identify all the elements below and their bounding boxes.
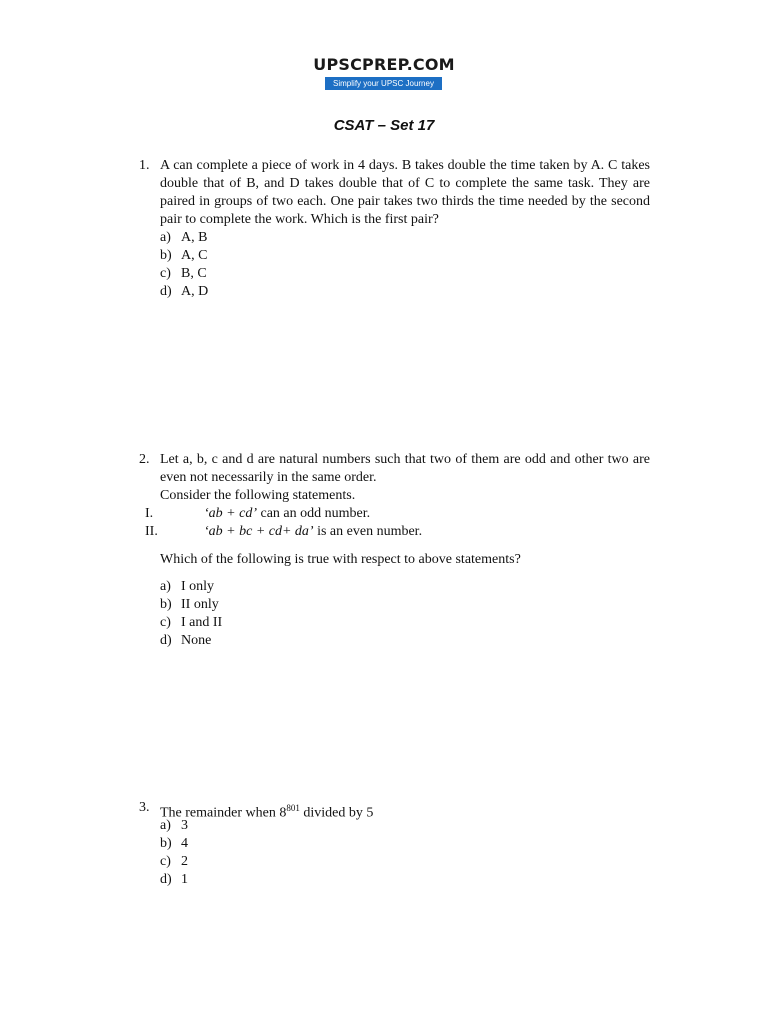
option-label: b): [160, 597, 172, 612]
statement: [145, 523, 422, 541]
option-text: A, D: [181, 284, 209, 299]
statement-text: is an even number.: [313, 524, 423, 539]
statement-expression: ‘ab + cd’: [204, 506, 257, 521]
question-number: 1.: [139, 158, 150, 173]
option: [160, 247, 207, 265]
option-label: d): [160, 872, 172, 887]
option-text: B, C: [181, 266, 207, 281]
option: [160, 229, 207, 247]
option-text: 3: [181, 818, 188, 833]
option: [160, 283, 208, 301]
option-label: a): [160, 818, 171, 833]
option: [160, 853, 188, 871]
option-text: 2: [181, 854, 188, 869]
option-text: None: [181, 633, 212, 648]
tagline-banner: Simplify your UPSC Journey: [325, 77, 442, 90]
option: [160, 578, 214, 596]
option-text: 1: [181, 872, 188, 887]
question-number: 2.: [139, 452, 150, 467]
option-text: 4: [181, 836, 188, 851]
option-label: c): [160, 854, 171, 869]
option-text: A, B: [181, 230, 208, 245]
option-text: II only: [181, 597, 219, 612]
option-label: a): [160, 579, 171, 594]
statement-expression: ‘ab + bc + cd+ da’: [204, 524, 314, 539]
exponent: 801: [286, 803, 300, 813]
option: [160, 835, 188, 853]
option-label: b): [160, 836, 172, 851]
question-text-before: The remainder when 8: [160, 805, 287, 821]
option: [160, 817, 188, 835]
option-label: d): [160, 633, 172, 648]
question-text: Let a, b, c and d are natural numbers such that two of them are odd and other two are even not necessarily in the same order.: [160, 452, 650, 485]
option: [160, 614, 222, 632]
option-label: c): [160, 266, 171, 281]
statement: [145, 505, 370, 523]
page-title: CSAT – Set 17: [333, 117, 435, 134]
statement-text: can an odd number.: [257, 506, 371, 521]
question-text: [160, 799, 650, 823]
statement-label: I.: [145, 506, 154, 521]
question-text-after: divided by 5: [299, 805, 374, 821]
option-text: I only: [181, 579, 215, 594]
question-number: 3.: [139, 800, 150, 815]
statements-intro: Consider the following statements.: [160, 488, 356, 503]
option: [160, 871, 188, 889]
option-text: A, C: [181, 248, 208, 263]
logo: UPSCPREP.COM: [313, 55, 455, 74]
question-prompt: Which of the following is true with respect to above statements?: [160, 552, 521, 567]
option-text: I and II: [181, 615, 223, 630]
option-label: b): [160, 248, 172, 263]
statement-label: II.: [145, 524, 158, 539]
option: [160, 265, 207, 283]
question-text: A can complete a piece of work in 4 days. B takes double the time taken by A. C takes double that of B, and D takes double that of C to complete the same task. They are paired in groups of two each. One pair takes two thirds the time needed by the second pair to complete the work. Which is the first pair?: [160, 158, 650, 227]
option: [160, 596, 219, 614]
option: [160, 632, 211, 650]
option-label: c): [160, 615, 171, 630]
option-label: a): [160, 230, 171, 245]
option-label: d): [160, 284, 172, 299]
